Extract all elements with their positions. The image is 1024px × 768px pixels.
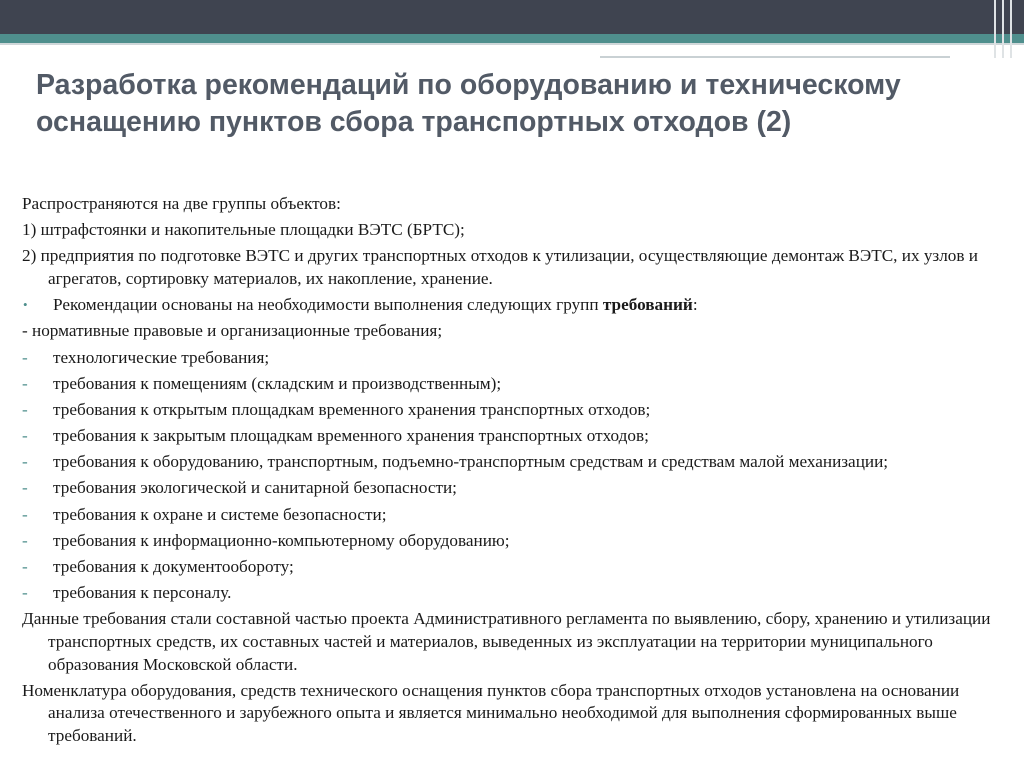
dash-icon: -: [22, 530, 28, 550]
requirement-item: [22, 504, 1012, 527]
group-1: 1) штрафстоянки и накопительные площадки ВЭТС (БРТС);: [22, 220, 465, 240]
slide-title: Разработка рекомендаций по оборудованию и техническому оснащению пунктов сбора транспортных отходов (2): [36, 69, 901, 138]
bullet-icon: •: [23, 297, 28, 313]
dash-icon: -: [22, 452, 28, 472]
bullet-colon: :: [692, 295, 698, 315]
requirement-text: требования к закрытым площадкам временного хранения транспортных отходов;: [53, 426, 649, 446]
intro-text: Распространяются на две группы объектов:: [22, 194, 341, 213]
dash-icon: -: [22, 478, 28, 498]
dash-icon: -: [22, 557, 28, 577]
dash-icon: -: [22, 373, 28, 393]
requirement-text: технологические требования;: [53, 347, 270, 367]
requirement-item: [22, 425, 1012, 448]
closing-paragraph-1: Данные требования стали составной частью проекта Административного регламента по выявлению, сбору, хранению и утилизации транспортных средств, их составных частей и материалов, выведенных из эксплуатации на территории муниципального образования Московской области.: [22, 609, 991, 674]
dash-icon: -: [22, 399, 28, 419]
requirement-text: требования к информационно-компьютерному оборудованию;: [53, 530, 510, 550]
requirement-item: [22, 582, 1012, 605]
bullet-item: [22, 294, 1012, 317]
decorative-lines: [990, 0, 1024, 58]
bullet-text: Рекомендации основаны на необходимости выполнения следующих групп: [53, 295, 603, 315]
requirement-text: требования к персоналу.: [53, 583, 232, 603]
accent-line: [0, 43, 1024, 45]
dash-icon: -: [22, 347, 28, 367]
requirement-item: [22, 347, 1012, 370]
requirement-text: требования к открытым площадкам временного хранения транспортных отходов;: [53, 399, 651, 419]
dash-icon: -: [22, 583, 28, 603]
accent-stripe: [0, 34, 1024, 43]
closing-paragraph-2: Номенклатура оборудования, средств технического оснащения пунктов сбора транспортных отходов установлена на основании анализа отечественного и зарубежного опыта и является минимально необходимой для выполнения сформированных выше требований.: [22, 680, 960, 745]
header-bar: [0, 0, 1024, 34]
accent-line-short: [600, 56, 950, 58]
requirement-item: [22, 373, 1012, 396]
requirement-text: требования к помещениям (складским и производственным);: [53, 373, 502, 393]
requirement-item: [22, 477, 1012, 500]
dash-icon: -: [22, 426, 28, 446]
requirement-first: - нормативные правовые и организационные требования;: [22, 321, 443, 341]
requirements-list: [22, 347, 1012, 605]
requirement-text: требования экологической и санитарной безопасности;: [53, 478, 457, 498]
requirement-text: требования к охране и системе безопасности;: [53, 504, 387, 524]
group-2: 2) предприятия по подготовке ВЭТС и других транспортных отходов к утилизации, осуществляющие демонтаж ВЭТС, их узлов и агрегатов, сортировку материалов, их накопление, хранение.: [22, 246, 979, 288]
requirement-item: [22, 399, 1012, 422]
requirement-item: [22, 530, 1012, 553]
requirement-item: [22, 556, 1012, 579]
requirement-text: требования к оборудованию, транспортным, подъемно-транспортным средствам и средствам малой механизации;: [53, 452, 889, 472]
dash-icon: -: [22, 504, 28, 524]
slide-body: [22, 193, 1012, 751]
requirement-item: [22, 451, 1012, 474]
requirement-text: требования к документообороту;: [53, 557, 294, 577]
bullet-bold-word: требований: [602, 295, 693, 315]
